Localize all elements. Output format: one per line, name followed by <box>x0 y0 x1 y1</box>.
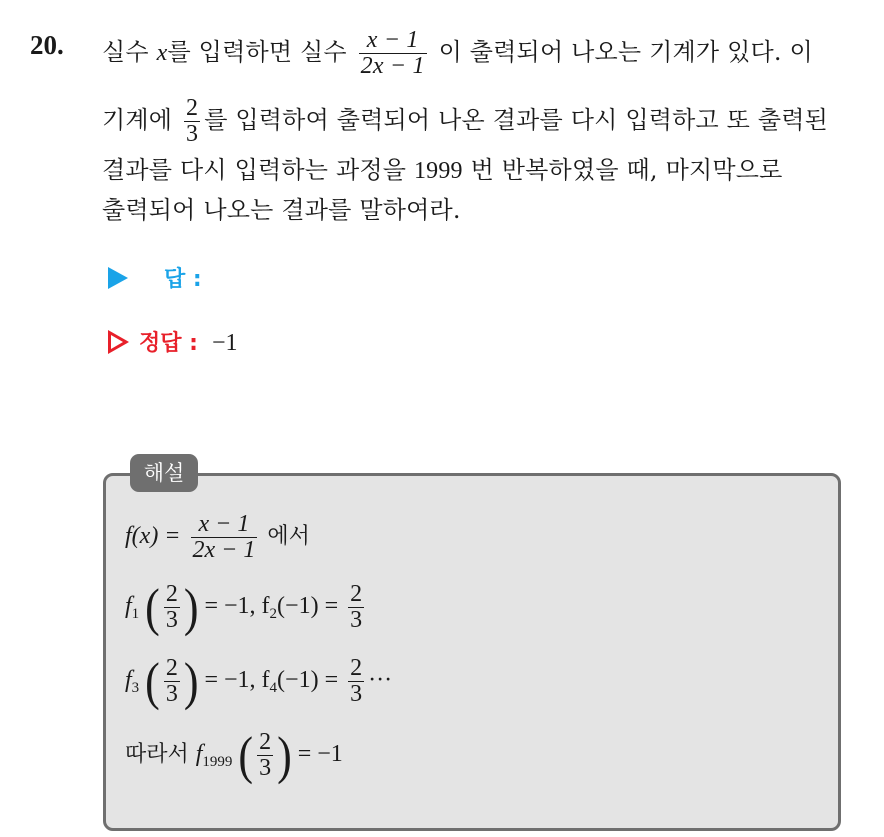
denominator: 2x − 1 <box>192 537 256 564</box>
eq-prefix: 따라서 <box>125 742 196 768</box>
func-f: f <box>195 741 203 768</box>
ellipsis: ··· <box>368 667 393 694</box>
eq-middle: = −1, f <box>204 593 270 620</box>
subscript: 3 <box>131 680 140 697</box>
explanation-tag: 해설 <box>130 454 198 492</box>
left-paren: ( <box>238 725 254 785</box>
eq-rhs: = −1 <box>297 741 343 768</box>
eq-middle: = −1, f <box>204 667 270 694</box>
correct-value: −1 <box>211 330 238 356</box>
fraction <box>164 582 180 633</box>
eq-arg: (−1) = <box>277 593 339 620</box>
numerator: 2 <box>350 655 363 681</box>
denominator: 3 <box>350 607 363 634</box>
eq-arg: (−1) = <box>277 667 339 694</box>
explanation-eq-1 <box>125 512 310 563</box>
explanation-eq-2 <box>125 577 368 637</box>
outline-triangle-icon <box>108 330 129 354</box>
eq-lhs: f(x) = <box>125 523 181 550</box>
text: 번 반복하였을 때, 마지막으로 <box>462 156 783 184</box>
denominator: 2x − 1 <box>360 53 425 80</box>
right-paren: ) <box>183 651 199 711</box>
text: 를 입력하면 실수 <box>167 38 347 67</box>
func-f: f <box>125 593 132 620</box>
denominator: 3 <box>186 121 199 148</box>
question-number: 20. <box>30 30 64 60</box>
numerator: 2 <box>350 581 363 607</box>
subscript: 1999 <box>202 754 233 771</box>
numerator: x − 1 <box>359 28 427 54</box>
numerator: 2 <box>186 95 199 121</box>
numerator: x − 1 <box>191 512 258 538</box>
numerator: 2 <box>259 729 272 755</box>
text: 기계에 <box>102 106 173 135</box>
explanation-eq-4 <box>125 725 343 785</box>
variable-x: x <box>156 40 168 67</box>
func-f: f <box>125 667 132 694</box>
text: 를 입력하여 출력되어 나온 결과를 다시 입력하고 또 출력된 <box>204 106 829 135</box>
subscript: 2 <box>269 606 278 623</box>
text: 결과를 다시 입력하는 과정을 <box>102 156 414 184</box>
answer-label: 답 : <box>164 267 202 292</box>
right-paren: ) <box>277 725 292 785</box>
numerator: 2 <box>165 581 178 607</box>
left-paren: ( <box>145 651 160 711</box>
denominator: 3 <box>259 755 272 782</box>
count-number: 1999 <box>413 158 463 184</box>
numerator: 2 <box>165 655 178 681</box>
fraction <box>257 730 273 781</box>
subscript: 4 <box>269 680 278 697</box>
problem-line-4: 출력되어 나오는 결과를 말하여라. <box>102 196 461 224</box>
explanation-eq-3 <box>125 651 393 711</box>
text: 실수 <box>102 38 157 67</box>
problem-line-1 <box>102 28 813 79</box>
denominator: 3 <box>350 681 363 708</box>
denominator: 3 <box>165 607 178 634</box>
denominator: 3 <box>165 681 178 708</box>
problem-line-3 <box>102 150 783 185</box>
problem-line-2 <box>102 96 828 147</box>
text: 이 출력되어 나오는 기계가 있다. 이 <box>438 38 813 67</box>
fraction <box>164 656 180 707</box>
fraction <box>348 656 364 707</box>
correct-answer-row <box>108 326 238 357</box>
answer-row <box>108 262 202 293</box>
right-paren: ) <box>183 577 199 637</box>
subscript: 1 <box>131 606 140 623</box>
fraction <box>348 582 364 633</box>
fraction <box>359 28 427 79</box>
eq-suffix: 에서 <box>267 524 310 550</box>
fraction <box>191 512 258 563</box>
left-paren: ( <box>145 577 160 637</box>
fraction <box>184 96 200 147</box>
correct-label: 정답 : <box>139 331 198 356</box>
play-triangle-icon <box>108 267 128 289</box>
